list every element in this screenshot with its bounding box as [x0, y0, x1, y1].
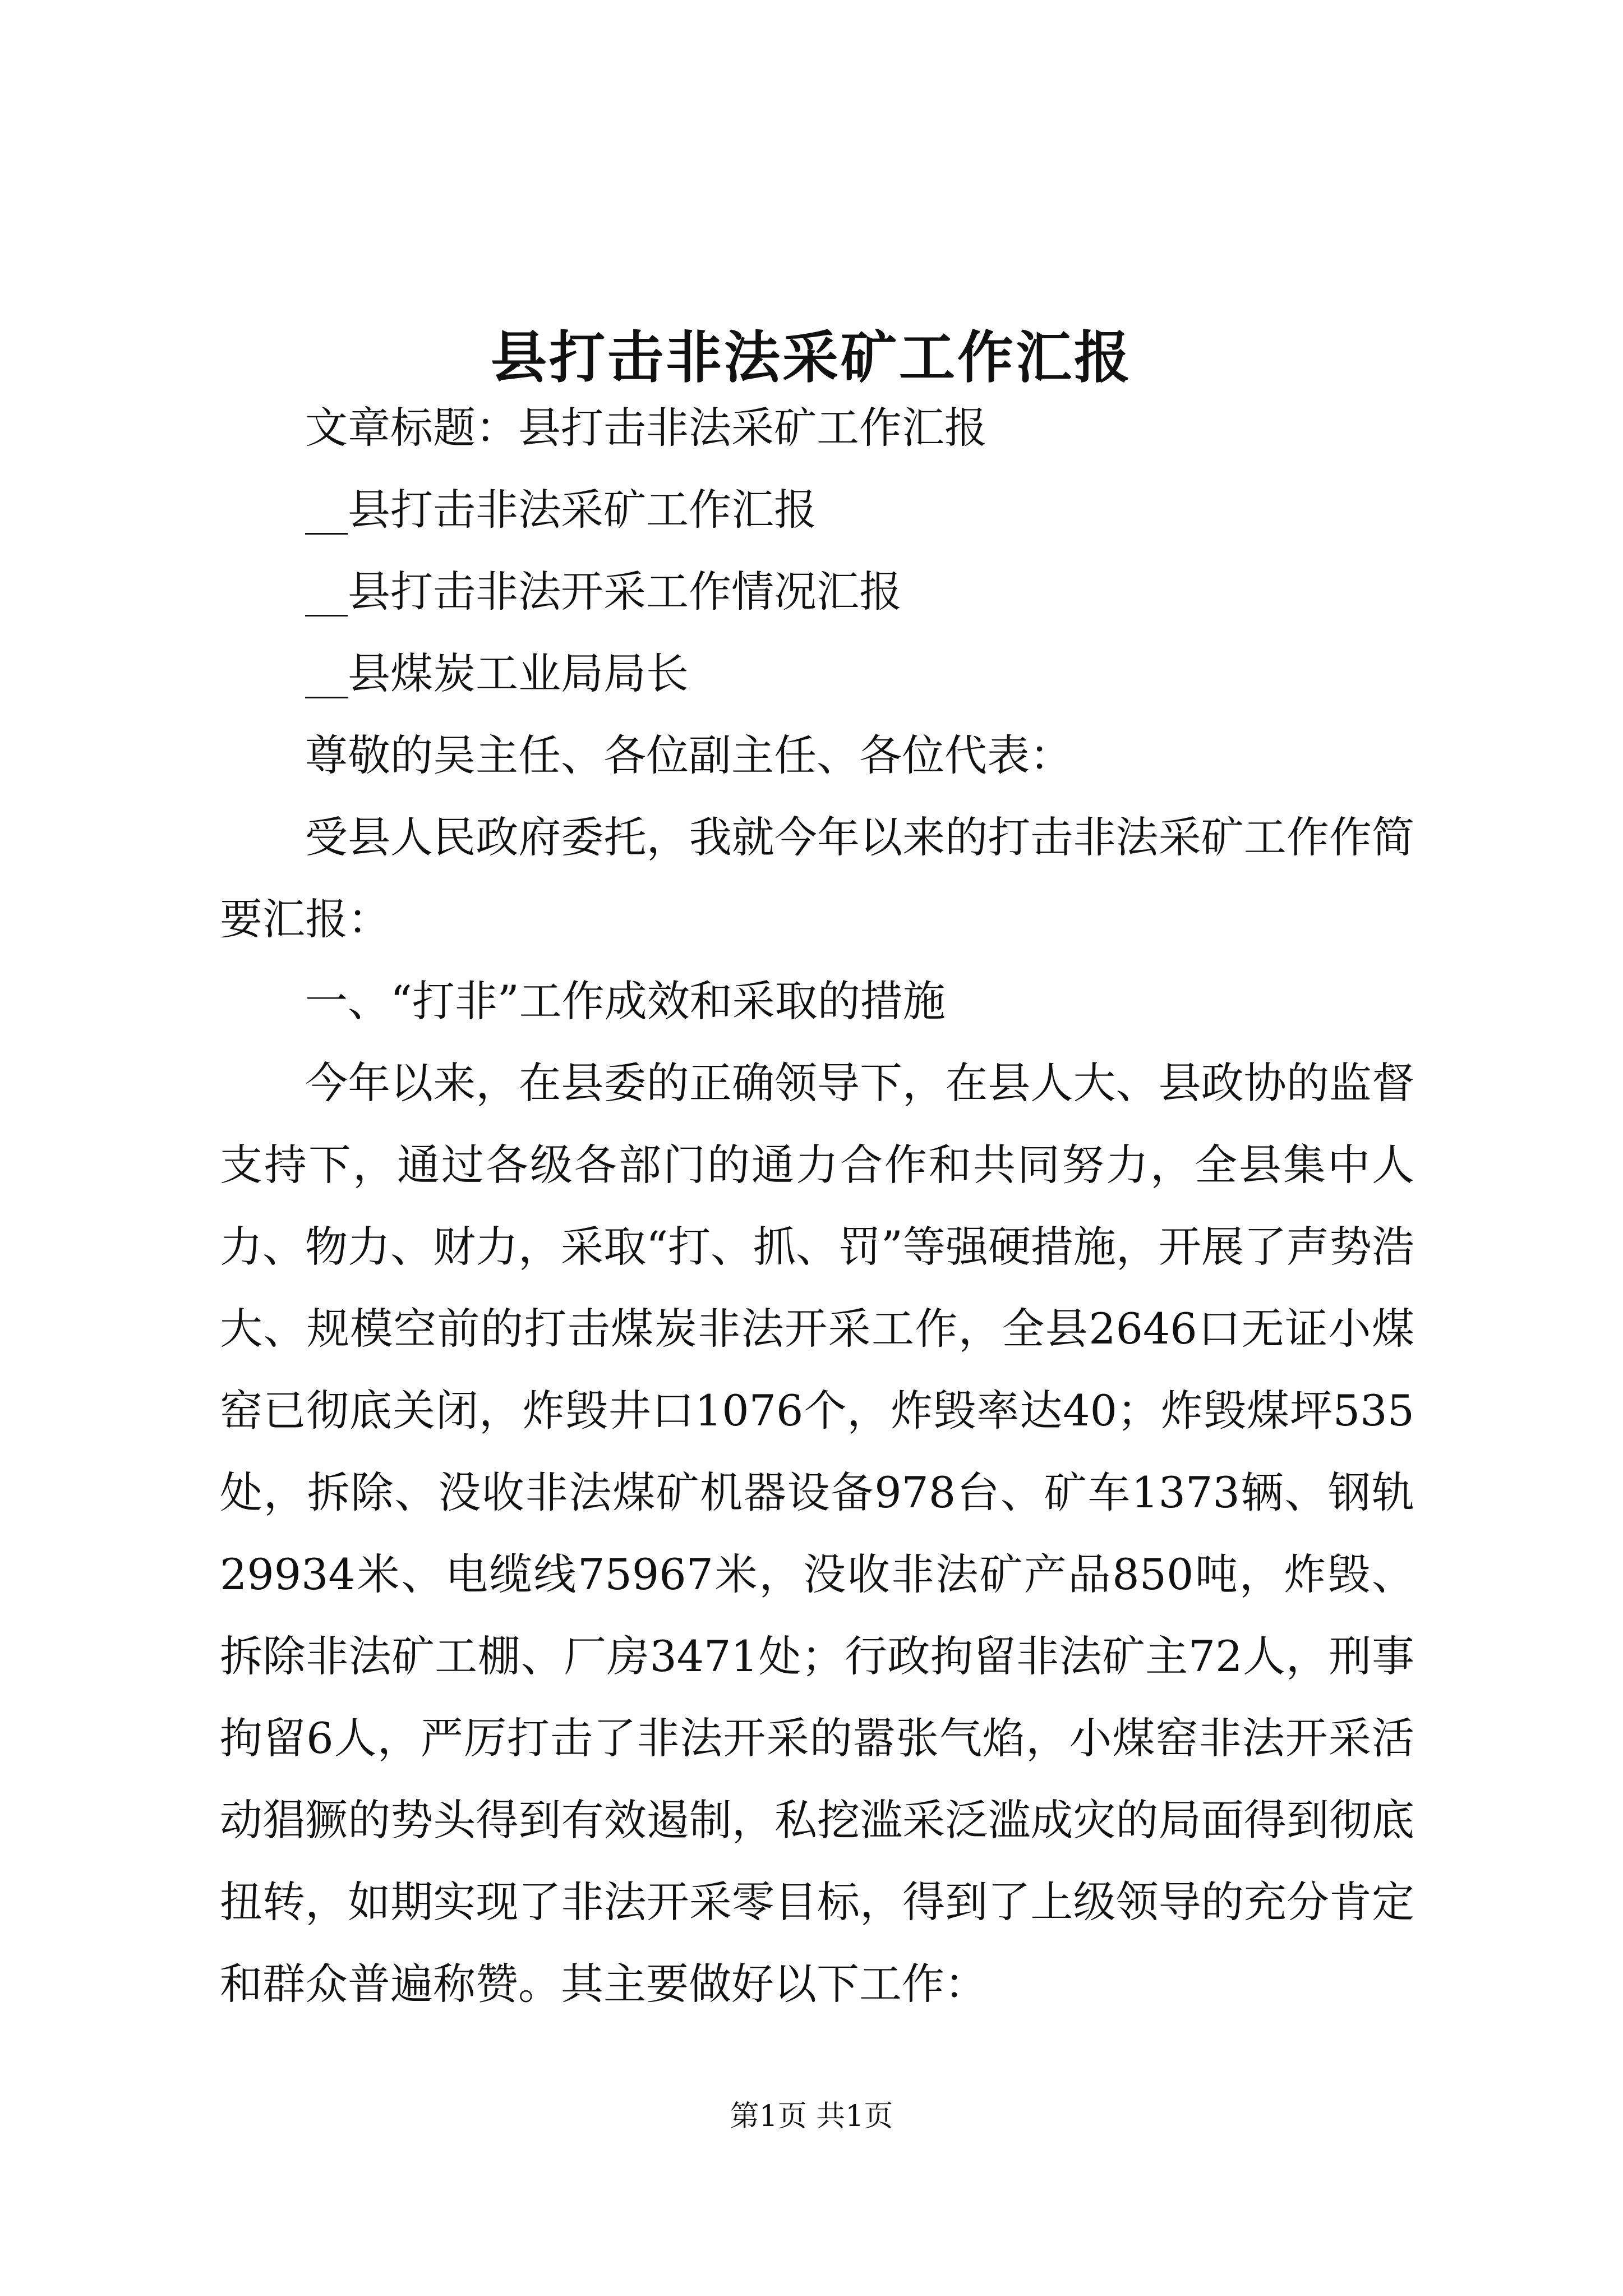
document-body — [220, 387, 1414, 2025]
paragraph-author: __县煤炭工业局局长 — [305, 648, 689, 698]
paragraph-report-title: __县打击非法采矿工作汇报 — [305, 485, 817, 535]
paragraph-report-subtitle: __县打击非法开采工作情况汇报 — [305, 567, 902, 616]
section-heading: 一、“打非”工作成效和采取的措施 — [305, 976, 946, 1026]
paragraph-intro: 受县人民政府委托，我就今年以来的打击非法采矿工作作简要汇报： — [220, 812, 1414, 944]
paragraph-main: 今年以来，在县委的正确领导下，在县人大、县政协的监督支持下，通过各级各部门的通力合作和共同努力，全县集中人力、物力、财力，采取“打、抓、罚”等强硬措施，开展了声势浩大、规模空前的打击煤炭非法开采工作，全县2646口无证小煤窑已彻底关闭，炸毁井口1076个，炸毁率达40；炸毁煤坪535处，拆除、没收非法煤矿机器设备978台、矿车1373辆、钢轨29934米、电缆线75967米，没收非法矿产品850吨，炸毁、拆除非法矿工棚、厂房3471处；行政拘留非法矿主72人，刑事拘留6人，严厉打击了非法开采的嚣张气焰，小煤窑非法开采活动猖獗的势头得到有效遏制，私挖滥采泛滥成灾的局面得到彻底扭转，如期实现了非法开采零目标，得到了上级领导的充分肯定和群众普遍称赞。其主要做好以下工作： — [220, 1058, 1414, 2009]
paragraph-salutation: 尊敬的吴主任、各位副主任、各位代表： — [305, 730, 1072, 780]
paragraph-article-title: 文章标题：县打击非法采矿工作汇报 — [305, 403, 987, 453]
document-title: 县打击非法采矿工作汇报 — [491, 324, 1132, 390]
page-footer: 第1页 共1页 — [730, 2100, 893, 2133]
